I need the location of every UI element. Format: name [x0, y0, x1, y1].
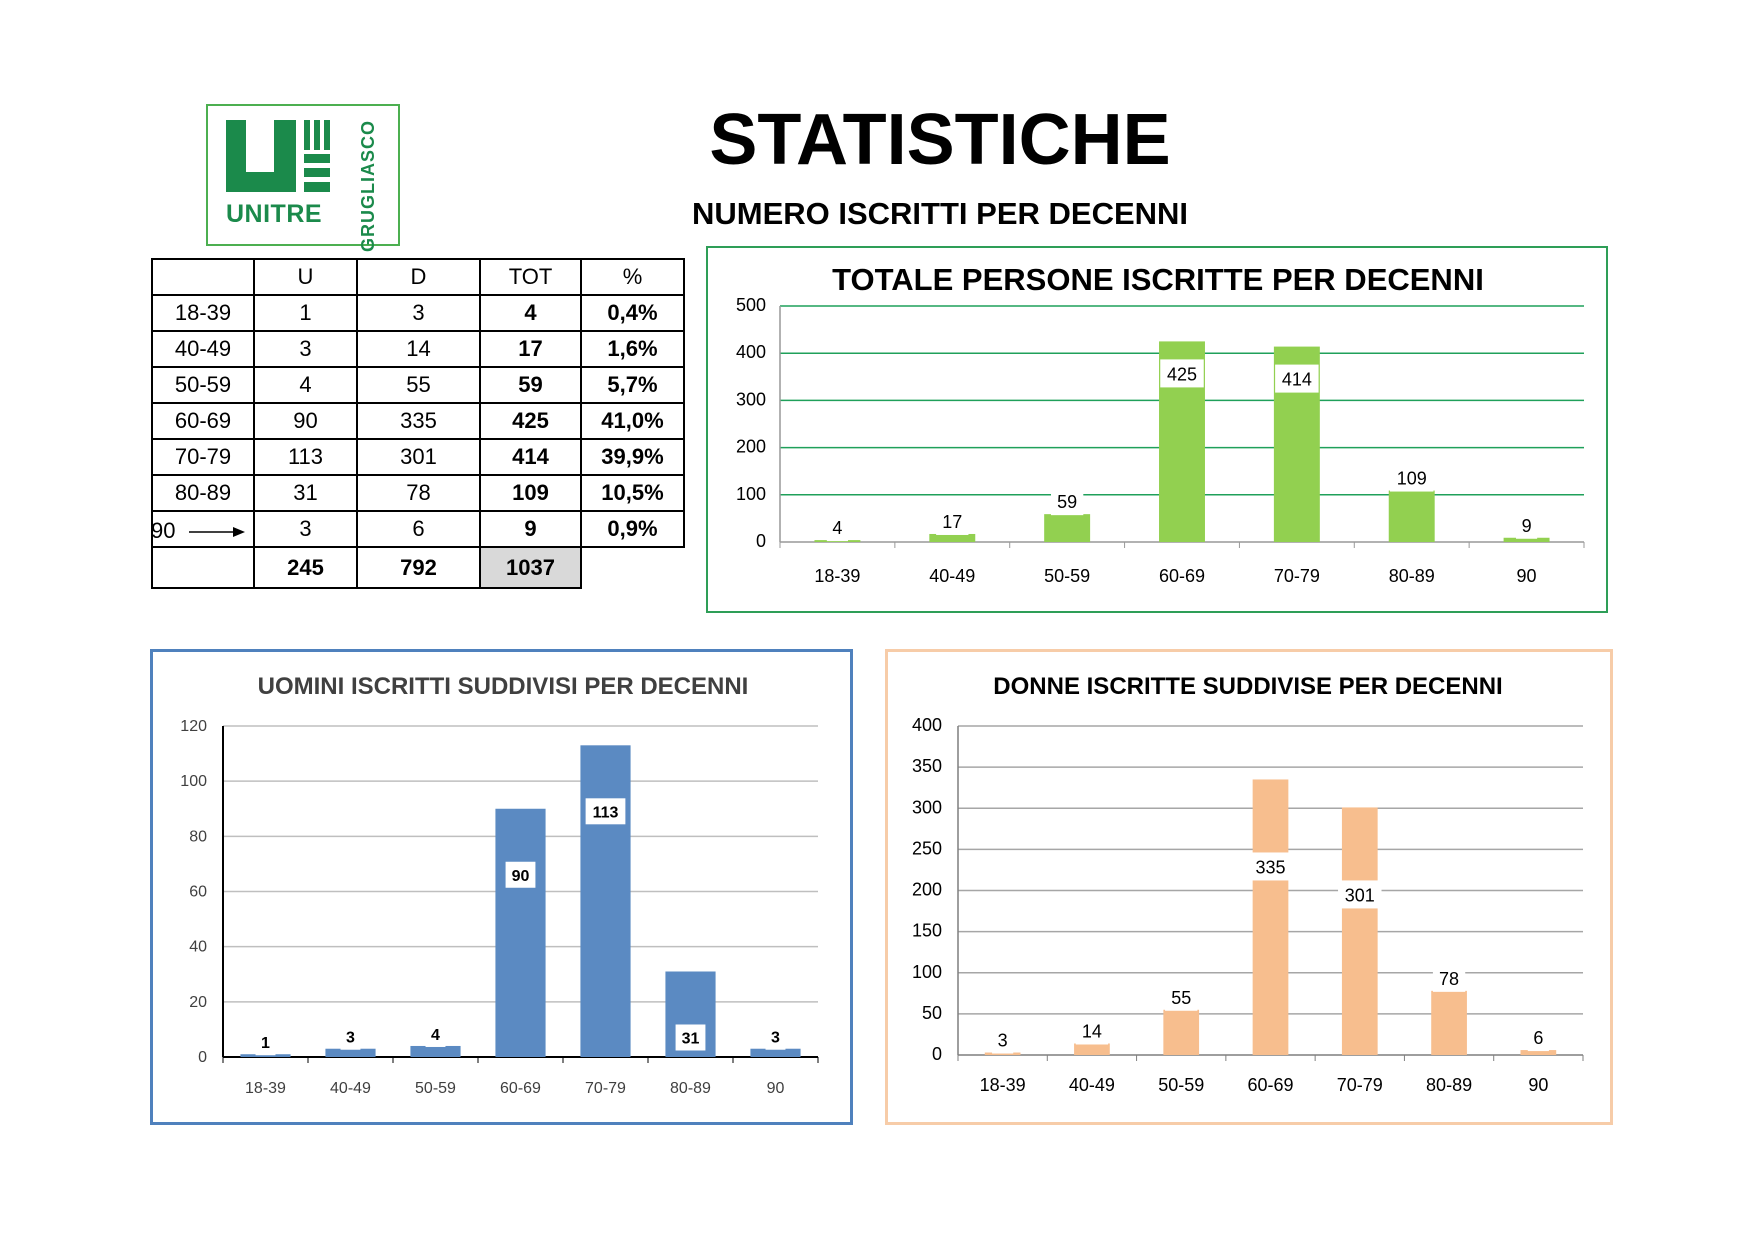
table-total-men: 245	[254, 547, 357, 588]
page-subtitle: NUMERO ISCRITTI PER DECENNI	[691, 196, 1189, 231]
y-tick-label: 0	[755, 531, 766, 551]
table-row	[152, 367, 684, 403]
bar	[750, 1049, 800, 1057]
y-tick-label: 120	[180, 718, 207, 735]
x-tick-label: 70-79	[1336, 1075, 1383, 1095]
table-cell: 55	[357, 367, 480, 403]
chart-title: UOMINI ISCRITTI SUDDIVISI PER DECENNI	[257, 673, 749, 700]
x-tick-label: 60-69	[500, 1080, 541, 1097]
table-cell: 3	[254, 331, 357, 367]
y-tick-label: 100	[911, 961, 942, 982]
chart-women-panel	[885, 649, 1613, 1125]
bar	[1044, 514, 1090, 542]
data-label: 31	[681, 1030, 700, 1048]
bar	[410, 1046, 460, 1057]
data-label: 4	[431, 1026, 440, 1044]
table-cell-age-90	[152, 511, 254, 547]
bar	[1431, 991, 1467, 1055]
table-cell: 0,4%	[581, 295, 684, 331]
table-cell: 113	[254, 439, 357, 475]
table-cell: 4	[254, 367, 357, 403]
y-tick-label: 80	[189, 828, 207, 846]
table-cell: 9	[480, 511, 581, 547]
x-tick-label: 40-49	[1068, 1075, 1115, 1095]
table-totals-row	[152, 547, 684, 588]
x-tick-label: 40-49	[330, 1080, 371, 1097]
table-cell: 50-59	[152, 367, 254, 403]
table-cell: 425	[480, 403, 581, 439]
chart-title: DONNE ISCRITTE SUDDIVISE PER DECENNI	[993, 673, 1503, 700]
data-label: 301	[1344, 885, 1375, 906]
y-tick-label: 300	[911, 797, 942, 818]
stats-table	[151, 258, 685, 589]
table-cell: 5,7%	[581, 367, 684, 403]
y-tick-label: 100	[735, 483, 766, 504]
table-cell: 17	[480, 331, 581, 367]
table-cell: 41,0%	[581, 403, 684, 439]
table-cell	[152, 547, 254, 588]
data-label: 425	[1166, 364, 1198, 385]
x-tick-label: 90	[1516, 566, 1537, 586]
data-label: 109	[1396, 468, 1427, 489]
y-tick-label: 350	[911, 756, 942, 777]
bar	[1253, 779, 1289, 1055]
table-header-row	[152, 259, 684, 295]
table-total-women: 792	[357, 547, 480, 588]
table-grand-total: 1037	[480, 547, 581, 588]
table-cell: 301	[357, 439, 480, 475]
table-cell: 109	[480, 475, 581, 511]
table-header-cell: TOT	[480, 259, 581, 295]
bar	[580, 745, 630, 1057]
x-tick-label: 70-79	[585, 1080, 626, 1097]
table-header-cell: U	[254, 259, 357, 295]
x-tick-label: 80-89	[1426, 1075, 1473, 1095]
table-row	[152, 439, 684, 475]
table-cell: 39,9%	[581, 439, 684, 475]
table-cell: 1	[254, 295, 357, 331]
y-tick-label: 150	[911, 920, 942, 941]
table-header-cell: D	[357, 259, 480, 295]
x-tick-label: 90	[1528, 1075, 1549, 1095]
data-label: 59	[1057, 492, 1078, 513]
data-label: 90	[511, 867, 530, 885]
data-label: 55	[1171, 987, 1192, 1008]
y-tick-label: 400	[911, 715, 942, 735]
table-cell: 0,9%	[581, 511, 684, 547]
x-tick-label: 40-49	[929, 566, 976, 586]
table-cell: 78	[357, 475, 480, 511]
logo-side-text: GRUGLIASCO	[358, 120, 378, 253]
data-label: 78	[1439, 968, 1460, 989]
bar	[1163, 1010, 1199, 1055]
bar	[929, 534, 975, 542]
data-label: 3	[346, 1029, 355, 1047]
table-empty-cell	[581, 547, 684, 588]
table-header-cell: %	[581, 259, 684, 295]
chart-men-panel	[150, 649, 853, 1125]
unitre-logo	[206, 104, 400, 253]
chart-total	[708, 248, 1606, 611]
chart-total-panel	[706, 246, 1608, 613]
bar	[495, 809, 545, 1057]
y-tick-label: 50	[921, 1002, 942, 1023]
data-label: 3	[771, 1029, 780, 1047]
table-cell: 3	[357, 295, 480, 331]
y-tick-label: 200	[911, 879, 942, 900]
y-tick-label: 200	[735, 436, 766, 457]
data-label: 14	[1081, 1021, 1102, 1042]
x-tick-label: 18-39	[979, 1075, 1026, 1095]
table-cell: 4	[480, 295, 581, 331]
bar	[1074, 1043, 1110, 1055]
data-label: 113	[592, 804, 619, 822]
chart-title: TOTALE PERSONE ISCRITTE PER DECENNI	[832, 262, 1484, 297]
data-label: 6	[1533, 1028, 1544, 1049]
data-label: 17	[942, 511, 963, 532]
data-label: 9	[1521, 515, 1532, 536]
y-tick-label: 400	[735, 342, 766, 363]
x-tick-label: 90	[766, 1080, 785, 1097]
table-cell: 3	[254, 511, 357, 547]
x-tick-label: 18-39	[814, 566, 861, 586]
table-header-cell	[152, 259, 254, 295]
data-label: 414	[1281, 369, 1312, 390]
y-tick-label: 20	[189, 993, 207, 1011]
table-row	[152, 331, 684, 367]
x-tick-label: 60-69	[1247, 1075, 1294, 1095]
table-cell: 70-79	[152, 439, 254, 475]
x-tick-label: 50-59	[1158, 1075, 1205, 1095]
table-cell-label: 90	[151, 518, 176, 543]
y-tick-label: 300	[735, 389, 766, 410]
x-tick-label: 60-69	[1158, 566, 1206, 586]
y-tick-label: 0	[931, 1044, 942, 1064]
table-cell: 1,6%	[581, 331, 684, 367]
table-cell: 6	[357, 511, 480, 547]
table-cell: 414	[480, 439, 581, 475]
table-row	[152, 295, 684, 331]
chart-men	[153, 652, 850, 1122]
table-cell: 14	[357, 331, 480, 367]
data-label: 3	[997, 1030, 1008, 1051]
y-tick-label: 250	[911, 838, 942, 859]
x-tick-label: 50-59	[1044, 566, 1091, 586]
y-tick-label: 0	[198, 1049, 207, 1066]
y-tick-label: 500	[735, 295, 766, 315]
x-tick-label: 70-79	[1273, 566, 1320, 586]
table-cell: 335	[357, 403, 480, 439]
table-cell: 60-69	[152, 403, 254, 439]
table-cell: 10,5%	[581, 475, 684, 511]
logo-word: UNITRE	[226, 200, 323, 228]
table-cell: 90	[254, 403, 357, 439]
table-cell: 80-89	[152, 475, 254, 511]
arrow-right-icon	[189, 526, 245, 538]
data-label: 1	[261, 1035, 270, 1053]
table-row	[152, 403, 684, 439]
table-cell: 18-39	[152, 295, 254, 331]
table-cell: 40-49	[152, 331, 254, 367]
x-tick-label: 80-89	[1388, 566, 1435, 586]
data-label: 4	[832, 518, 843, 539]
x-tick-label: 80-89	[670, 1080, 711, 1097]
table-row	[152, 511, 684, 547]
bar	[1342, 807, 1378, 1055]
table-cell: 31	[254, 475, 357, 511]
y-tick-label: 60	[189, 883, 207, 901]
x-tick-label: 50-59	[415, 1080, 456, 1097]
y-tick-label: 100	[180, 773, 207, 791]
table-row	[152, 475, 684, 511]
chart-women	[888, 652, 1610, 1122]
data-label: 335	[1255, 857, 1286, 878]
bar	[325, 1049, 375, 1057]
y-tick-label: 40	[189, 938, 207, 956]
x-tick-label: 18-39	[245, 1080, 286, 1097]
page-title: STATISTICHE	[709, 100, 1171, 180]
table-cell: 59	[480, 367, 581, 403]
bar	[1389, 491, 1435, 542]
